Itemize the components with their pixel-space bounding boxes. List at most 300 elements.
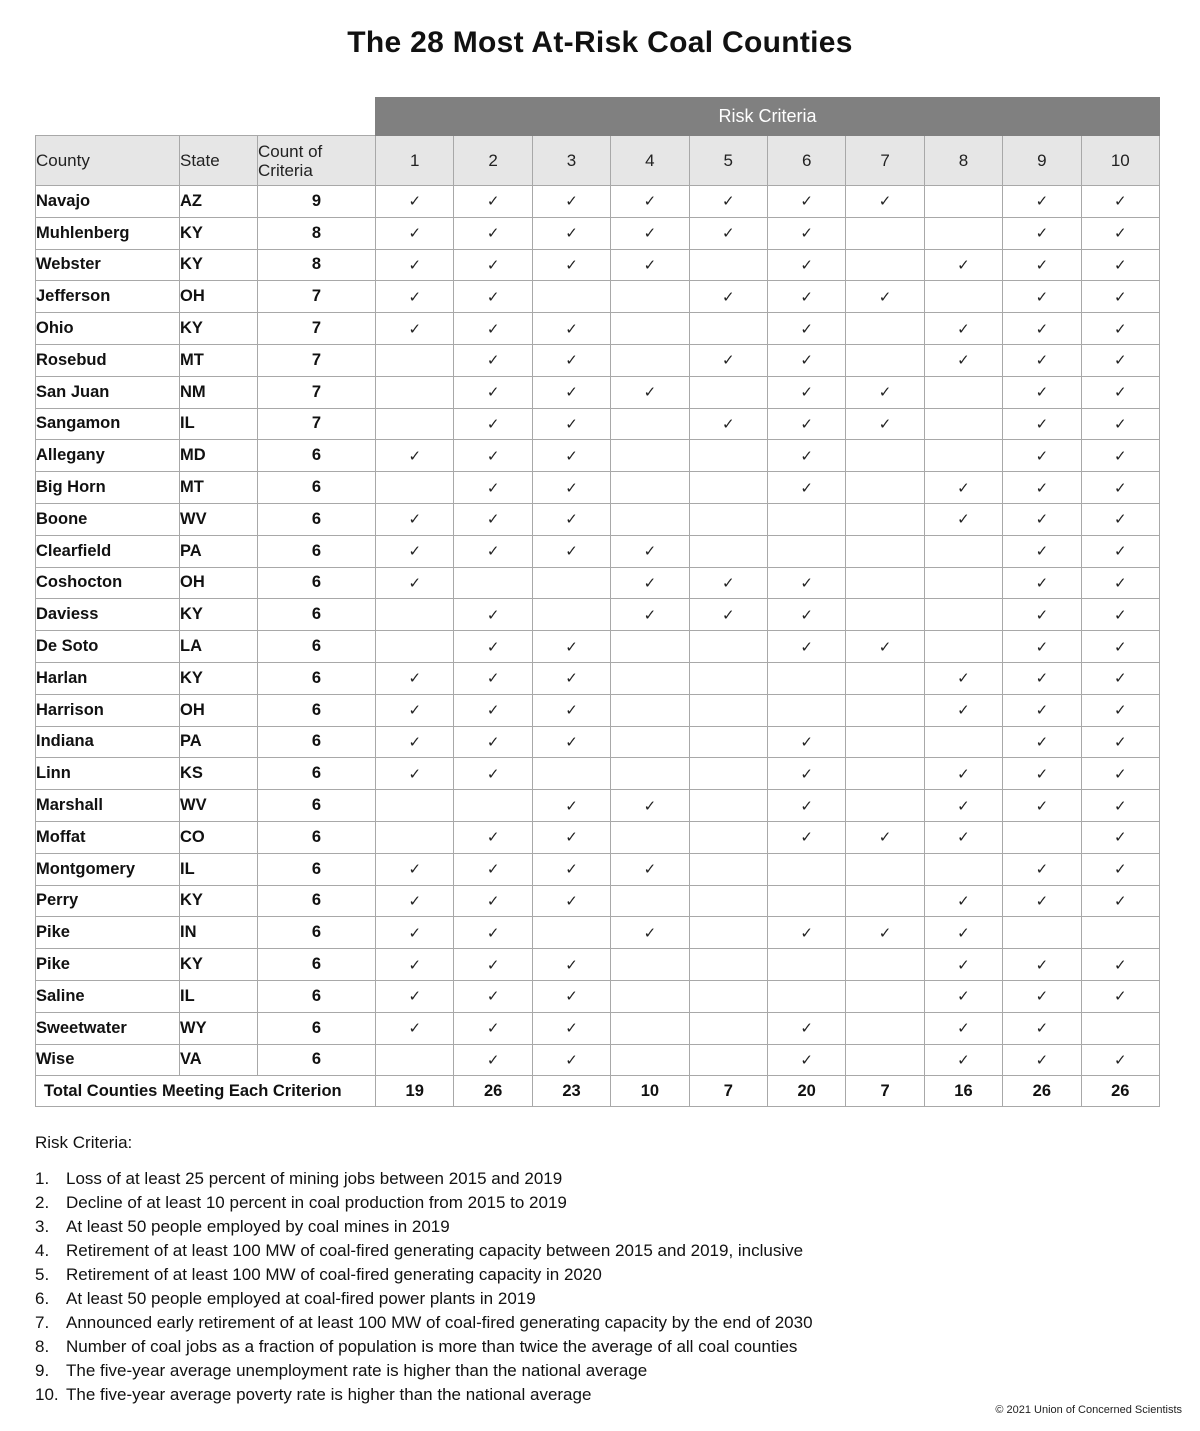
count-cell: 6 bbox=[258, 472, 376, 504]
check-mark-cell: ✓ bbox=[1003, 599, 1081, 631]
table-row bbox=[36, 949, 1160, 981]
empty-criterion-cell bbox=[924, 281, 1002, 313]
check-mark-cell: ✓ bbox=[376, 662, 454, 694]
check-mark-cell: ✓ bbox=[924, 949, 1002, 981]
table-row bbox=[36, 249, 1160, 281]
check-mark-cell: ✓ bbox=[532, 1044, 610, 1076]
check-mark-cell: ✓ bbox=[767, 344, 845, 376]
empty-criterion-cell bbox=[376, 790, 454, 822]
empty-criterion-cell bbox=[767, 885, 845, 917]
criterion-text: Retirement of at least 100 MW of coal-fired generating capacity between 2015 and 2019, inclusive bbox=[66, 1241, 804, 1260]
check-mark-cell: ✓ bbox=[376, 853, 454, 885]
check-mark-cell: ✓ bbox=[1003, 440, 1081, 472]
check-mark-cell: ✓ bbox=[1003, 186, 1081, 218]
empty-criterion-cell bbox=[689, 631, 767, 663]
state-cell: PA bbox=[180, 535, 258, 567]
count-cell: 6 bbox=[258, 758, 376, 790]
check-mark-cell: ✓ bbox=[1081, 949, 1160, 981]
check-mark-cell: ✓ bbox=[454, 186, 532, 218]
check-mark-cell: ✓ bbox=[376, 535, 454, 567]
empty-criterion-cell bbox=[924, 376, 1002, 408]
criterion-text: At least 50 people employed at coal-fired power plants in 2019 bbox=[66, 1289, 536, 1308]
empty-criterion-cell bbox=[454, 790, 532, 822]
state-cell: PA bbox=[180, 726, 258, 758]
empty-criterion-cell bbox=[846, 472, 924, 504]
empty-criterion-cell bbox=[689, 790, 767, 822]
check-mark-cell: ✓ bbox=[1081, 821, 1160, 853]
criterion-header-7: 7 bbox=[846, 136, 924, 186]
check-mark-cell: ✓ bbox=[611, 249, 689, 281]
check-mark-cell: ✓ bbox=[532, 949, 610, 981]
empty-criterion-cell bbox=[611, 726, 689, 758]
check-mark-cell: ✓ bbox=[532, 472, 610, 504]
check-mark-cell: ✓ bbox=[532, 726, 610, 758]
check-mark-cell: ✓ bbox=[846, 631, 924, 663]
check-mark-cell: ✓ bbox=[846, 281, 924, 313]
check-mark-cell: ✓ bbox=[532, 249, 610, 281]
table-row bbox=[36, 313, 1160, 345]
check-mark-cell: ✓ bbox=[376, 1012, 454, 1044]
check-mark-cell: ✓ bbox=[611, 535, 689, 567]
empty-criterion-cell bbox=[924, 217, 1002, 249]
state-column-header: State bbox=[180, 136, 258, 186]
county-column-header: County bbox=[36, 136, 180, 186]
count-cell: 7 bbox=[258, 344, 376, 376]
check-mark-cell: ✓ bbox=[611, 217, 689, 249]
table-row bbox=[36, 917, 1160, 949]
county-cell: Sweetwater bbox=[36, 1012, 180, 1044]
count-cell: 6 bbox=[258, 503, 376, 535]
check-mark-cell: ✓ bbox=[454, 631, 532, 663]
criterion-number: 3. bbox=[35, 1217, 50, 1236]
empty-criterion-cell bbox=[924, 599, 1002, 631]
table-row bbox=[36, 503, 1160, 535]
criterion-total-10: 26 bbox=[1081, 1076, 1160, 1107]
empty-criterion-cell bbox=[846, 567, 924, 599]
count-cell: 6 bbox=[258, 535, 376, 567]
check-mark-cell: ✓ bbox=[1081, 1044, 1160, 1076]
empty-criterion-cell bbox=[846, 1012, 924, 1044]
empty-criterion-cell bbox=[532, 567, 610, 599]
empty-criterion-cell bbox=[846, 599, 924, 631]
county-cell: Wise bbox=[36, 1044, 180, 1076]
county-cell: Sangamon bbox=[36, 408, 180, 440]
check-mark-cell: ✓ bbox=[454, 249, 532, 281]
check-mark-cell: ✓ bbox=[1081, 217, 1160, 249]
criterion-definition bbox=[35, 1359, 1165, 1383]
check-mark-cell: ✓ bbox=[376, 726, 454, 758]
empty-criterion-cell bbox=[611, 344, 689, 376]
criterion-header-2: 2 bbox=[454, 136, 532, 186]
table-row bbox=[36, 662, 1160, 694]
criterion-total-1: 19 bbox=[376, 1076, 454, 1107]
empty-criterion-cell bbox=[611, 980, 689, 1012]
check-mark-cell: ✓ bbox=[532, 631, 610, 663]
empty-criterion-cell bbox=[376, 821, 454, 853]
county-cell: San Juan bbox=[36, 376, 180, 408]
count-cell: 6 bbox=[258, 949, 376, 981]
county-cell: Daviess bbox=[36, 599, 180, 631]
empty-criterion-cell bbox=[689, 503, 767, 535]
criterion-number: 8. bbox=[35, 1337, 50, 1356]
check-mark-cell: ✓ bbox=[454, 821, 532, 853]
check-mark-cell: ✓ bbox=[611, 790, 689, 822]
check-mark-cell: ✓ bbox=[611, 376, 689, 408]
criterion-header-1: 1 bbox=[376, 136, 454, 186]
state-cell: OH bbox=[180, 567, 258, 599]
table-row bbox=[36, 821, 1160, 853]
check-mark-cell: ✓ bbox=[1003, 726, 1081, 758]
empty-criterion-cell bbox=[689, 853, 767, 885]
check-mark-cell: ✓ bbox=[1003, 694, 1081, 726]
state-cell: KY bbox=[180, 313, 258, 345]
criterion-number: 2. bbox=[35, 1193, 50, 1212]
count-cell: 6 bbox=[258, 821, 376, 853]
empty-criterion-cell bbox=[532, 599, 610, 631]
criterion-header-3: 3 bbox=[532, 136, 610, 186]
check-mark-cell: ✓ bbox=[846, 917, 924, 949]
empty-criterion-cell bbox=[924, 853, 1002, 885]
check-mark-cell: ✓ bbox=[376, 694, 454, 726]
empty-criterion-cell bbox=[846, 344, 924, 376]
risk-criteria-band-row bbox=[36, 98, 1160, 136]
count-cell: 7 bbox=[258, 408, 376, 440]
check-mark-cell: ✓ bbox=[1003, 1012, 1081, 1044]
check-mark-cell: ✓ bbox=[532, 376, 610, 408]
empty-criterion-cell bbox=[767, 980, 845, 1012]
check-mark-cell: ✓ bbox=[454, 599, 532, 631]
count-header-line1: Count of bbox=[258, 141, 323, 161]
check-mark-cell: ✓ bbox=[689, 408, 767, 440]
check-mark-cell: ✓ bbox=[454, 1044, 532, 1076]
check-mark-cell: ✓ bbox=[767, 821, 845, 853]
check-mark-cell: ✓ bbox=[376, 949, 454, 981]
state-cell: OH bbox=[180, 281, 258, 313]
state-cell: KY bbox=[180, 249, 258, 281]
check-mark-cell: ✓ bbox=[767, 472, 845, 504]
table-row bbox=[36, 217, 1160, 249]
empty-criterion-cell bbox=[689, 726, 767, 758]
table-row bbox=[36, 758, 1160, 790]
criterion-number: 4. bbox=[35, 1241, 50, 1260]
empty-criterion-cell bbox=[846, 853, 924, 885]
check-mark-cell: ✓ bbox=[454, 694, 532, 726]
criterion-number: 9. bbox=[35, 1361, 50, 1380]
empty-criterion-cell bbox=[846, 694, 924, 726]
state-cell: KY bbox=[180, 949, 258, 981]
check-mark-cell: ✓ bbox=[1081, 249, 1160, 281]
check-mark-cell: ✓ bbox=[376, 249, 454, 281]
empty-criterion-cell bbox=[924, 567, 1002, 599]
table-row bbox=[36, 1012, 1160, 1044]
criterion-definition bbox=[35, 1311, 1165, 1335]
empty-criterion-cell bbox=[689, 758, 767, 790]
check-mark-cell: ✓ bbox=[611, 599, 689, 631]
empty-criterion-cell bbox=[689, 821, 767, 853]
county-cell: Marshall bbox=[36, 790, 180, 822]
empty-criterion-cell bbox=[924, 631, 1002, 663]
check-mark-cell: ✓ bbox=[1003, 790, 1081, 822]
column-header-row bbox=[36, 136, 1160, 186]
check-mark-cell: ✓ bbox=[767, 249, 845, 281]
empty-criterion-cell bbox=[532, 281, 610, 313]
check-mark-cell: ✓ bbox=[454, 440, 532, 472]
table-row bbox=[36, 186, 1160, 218]
table-row bbox=[36, 567, 1160, 599]
check-mark-cell: ✓ bbox=[454, 281, 532, 313]
count-column-header bbox=[258, 136, 376, 186]
criterion-definition bbox=[35, 1215, 1165, 1239]
check-mark-cell: ✓ bbox=[767, 217, 845, 249]
check-mark-cell: ✓ bbox=[1081, 281, 1160, 313]
empty-criterion-cell bbox=[924, 535, 1002, 567]
check-mark-cell: ✓ bbox=[1081, 313, 1160, 345]
state-cell: IL bbox=[180, 980, 258, 1012]
check-mark-cell: ✓ bbox=[767, 758, 845, 790]
state-cell: IN bbox=[180, 917, 258, 949]
check-mark-cell: ✓ bbox=[1081, 853, 1160, 885]
check-mark-cell: ✓ bbox=[376, 758, 454, 790]
check-mark-cell: ✓ bbox=[454, 344, 532, 376]
state-cell: OH bbox=[180, 694, 258, 726]
empty-criterion-cell bbox=[846, 949, 924, 981]
table-row bbox=[36, 344, 1160, 376]
empty-criterion-cell bbox=[532, 758, 610, 790]
check-mark-cell: ✓ bbox=[532, 535, 610, 567]
criterion-number: 1. bbox=[35, 1169, 50, 1188]
count-cell: 9 bbox=[258, 186, 376, 218]
table-row bbox=[36, 790, 1160, 822]
empty-criterion-cell bbox=[846, 503, 924, 535]
criteria-legend bbox=[35, 1133, 1165, 1407]
check-mark-cell: ✓ bbox=[846, 408, 924, 440]
criterion-header-5: 5 bbox=[689, 136, 767, 186]
check-mark-cell: ✓ bbox=[376, 567, 454, 599]
check-mark-cell: ✓ bbox=[1003, 662, 1081, 694]
check-mark-cell: ✓ bbox=[924, 472, 1002, 504]
count-cell: 7 bbox=[258, 313, 376, 345]
count-cell: 6 bbox=[258, 599, 376, 631]
check-mark-cell: ✓ bbox=[1003, 853, 1081, 885]
empty-criterion-cell bbox=[846, 313, 924, 345]
check-mark-cell: ✓ bbox=[611, 567, 689, 599]
count-cell: 6 bbox=[258, 885, 376, 917]
check-mark-cell: ✓ bbox=[1081, 631, 1160, 663]
county-cell: Linn bbox=[36, 758, 180, 790]
empty-criterion-cell bbox=[454, 567, 532, 599]
check-mark-cell: ✓ bbox=[1003, 217, 1081, 249]
state-cell: IL bbox=[180, 408, 258, 440]
criterion-header-6: 6 bbox=[767, 136, 845, 186]
criterion-total-5: 7 bbox=[689, 1076, 767, 1107]
check-mark-cell: ✓ bbox=[1003, 472, 1081, 504]
check-mark-cell: ✓ bbox=[611, 917, 689, 949]
count-cell: 8 bbox=[258, 217, 376, 249]
risk-table-container bbox=[35, 97, 1159, 1107]
table-row bbox=[36, 376, 1160, 408]
check-mark-cell: ✓ bbox=[689, 599, 767, 631]
state-cell: VA bbox=[180, 1044, 258, 1076]
county-cell: Moffat bbox=[36, 821, 180, 853]
criterion-definition bbox=[35, 1239, 1165, 1263]
count-cell: 6 bbox=[258, 567, 376, 599]
check-mark-cell: ✓ bbox=[532, 313, 610, 345]
check-mark-cell: ✓ bbox=[454, 662, 532, 694]
empty-criterion-cell bbox=[846, 662, 924, 694]
check-mark-cell: ✓ bbox=[924, 917, 1002, 949]
check-mark-cell: ✓ bbox=[454, 726, 532, 758]
check-mark-cell: ✓ bbox=[1003, 535, 1081, 567]
count-cell: 6 bbox=[258, 694, 376, 726]
table-row bbox=[36, 853, 1160, 885]
criterion-definition bbox=[35, 1263, 1165, 1287]
check-mark-cell: ✓ bbox=[767, 631, 845, 663]
table-row bbox=[36, 885, 1160, 917]
check-mark-cell: ✓ bbox=[1081, 408, 1160, 440]
check-mark-cell: ✓ bbox=[767, 567, 845, 599]
criterion-text: Number of coal jobs as a fraction of population is more than twice the average of all coal counties bbox=[66, 1337, 798, 1356]
empty-criterion-cell bbox=[1081, 1012, 1160, 1044]
empty-criterion-cell bbox=[611, 503, 689, 535]
table-row bbox=[36, 472, 1160, 504]
empty-criterion-cell bbox=[767, 662, 845, 694]
check-mark-cell: ✓ bbox=[1081, 885, 1160, 917]
empty-criterion-cell bbox=[611, 631, 689, 663]
criterion-text: Loss of at least 25 percent of mining jobs between 2015 and 2019 bbox=[66, 1169, 563, 1188]
county-cell: Navajo bbox=[36, 186, 180, 218]
check-mark-cell: ✓ bbox=[924, 503, 1002, 535]
check-mark-cell: ✓ bbox=[767, 917, 845, 949]
county-cell: Indiana bbox=[36, 726, 180, 758]
county-cell: Pike bbox=[36, 917, 180, 949]
county-cell: Montgomery bbox=[36, 853, 180, 885]
county-cell: Harlan bbox=[36, 662, 180, 694]
criterion-definition bbox=[35, 1335, 1165, 1359]
empty-criterion-cell bbox=[689, 949, 767, 981]
count-cell: 6 bbox=[258, 440, 376, 472]
criterion-total-7: 7 bbox=[846, 1076, 924, 1107]
empty-criterion-cell bbox=[767, 949, 845, 981]
count-cell: 6 bbox=[258, 790, 376, 822]
county-cell: Big Horn bbox=[36, 472, 180, 504]
empty-criterion-cell bbox=[1003, 821, 1081, 853]
state-cell: AZ bbox=[180, 186, 258, 218]
count-cell: 7 bbox=[258, 281, 376, 313]
empty-criterion-cell bbox=[611, 662, 689, 694]
empty-criterion-cell bbox=[611, 821, 689, 853]
table-row bbox=[36, 599, 1160, 631]
empty-criterion-cell bbox=[689, 662, 767, 694]
empty-criterion-cell bbox=[532, 917, 610, 949]
state-cell: WY bbox=[180, 1012, 258, 1044]
check-mark-cell: ✓ bbox=[767, 440, 845, 472]
county-cell: Allegany bbox=[36, 440, 180, 472]
county-cell: Harrison bbox=[36, 694, 180, 726]
state-cell: MT bbox=[180, 472, 258, 504]
check-mark-cell: ✓ bbox=[1003, 758, 1081, 790]
check-mark-cell: ✓ bbox=[924, 885, 1002, 917]
state-cell: MT bbox=[180, 344, 258, 376]
check-mark-cell: ✓ bbox=[1003, 885, 1081, 917]
check-mark-cell: ✓ bbox=[532, 980, 610, 1012]
check-mark-cell: ✓ bbox=[1081, 758, 1160, 790]
check-mark-cell: ✓ bbox=[924, 758, 1002, 790]
criterion-text: Announced early retirement of at least 100 MW of coal-fired generating capacity by the end of 2030 bbox=[66, 1313, 813, 1332]
count-cell: 6 bbox=[258, 1044, 376, 1076]
check-mark-cell: ✓ bbox=[689, 281, 767, 313]
check-mark-cell: ✓ bbox=[376, 217, 454, 249]
county-cell: Clearfield bbox=[36, 535, 180, 567]
table-row bbox=[36, 535, 1160, 567]
check-mark-cell: ✓ bbox=[1003, 344, 1081, 376]
check-mark-cell: ✓ bbox=[689, 567, 767, 599]
empty-criterion-cell bbox=[689, 440, 767, 472]
empty-criterion-cell bbox=[846, 885, 924, 917]
empty-criterion-cell bbox=[611, 408, 689, 440]
county-cell: Perry bbox=[36, 885, 180, 917]
empty-criterion-cell bbox=[846, 440, 924, 472]
state-cell: KY bbox=[180, 885, 258, 917]
check-mark-cell: ✓ bbox=[1003, 249, 1081, 281]
check-mark-cell: ✓ bbox=[454, 472, 532, 504]
empty-criterion-cell bbox=[611, 885, 689, 917]
check-mark-cell: ✓ bbox=[1081, 790, 1160, 822]
county-cell: Ohio bbox=[36, 313, 180, 345]
check-mark-cell: ✓ bbox=[1081, 694, 1160, 726]
check-mark-cell: ✓ bbox=[376, 313, 454, 345]
empty-criterion-cell bbox=[611, 440, 689, 472]
criterion-header-10: 10 bbox=[1081, 136, 1160, 186]
check-mark-cell: ✓ bbox=[532, 853, 610, 885]
totals-row bbox=[36, 1076, 1160, 1107]
empty-criterion-cell bbox=[767, 503, 845, 535]
empty-criterion-cell bbox=[689, 980, 767, 1012]
count-cell: 6 bbox=[258, 853, 376, 885]
empty-criterion-cell bbox=[689, 1012, 767, 1044]
totals-label: Total Counties Meeting Each Criterion bbox=[36, 1076, 376, 1107]
count-cell: 6 bbox=[258, 726, 376, 758]
empty-criterion-cell bbox=[689, 249, 767, 281]
check-mark-cell: ✓ bbox=[1003, 503, 1081, 535]
empty-criterion-cell bbox=[376, 1044, 454, 1076]
county-cell: Pike bbox=[36, 949, 180, 981]
check-mark-cell: ✓ bbox=[532, 1012, 610, 1044]
state-cell: KS bbox=[180, 758, 258, 790]
empty-criterion-cell bbox=[846, 726, 924, 758]
check-mark-cell: ✓ bbox=[454, 408, 532, 440]
check-mark-cell: ✓ bbox=[376, 980, 454, 1012]
check-mark-cell: ✓ bbox=[532, 662, 610, 694]
check-mark-cell: ✓ bbox=[924, 1044, 1002, 1076]
empty-criterion-cell bbox=[611, 1044, 689, 1076]
count-cell: 6 bbox=[258, 1012, 376, 1044]
legend-heading: Risk Criteria: bbox=[35, 1133, 133, 1152]
check-mark-cell: ✓ bbox=[1081, 726, 1160, 758]
criteria-list bbox=[35, 1167, 1165, 1407]
page-title: The 28 Most At-Risk Coal Counties bbox=[347, 26, 853, 59]
empty-criterion-cell bbox=[611, 1012, 689, 1044]
county-cell: Boone bbox=[36, 503, 180, 535]
check-mark-cell: ✓ bbox=[1003, 980, 1081, 1012]
check-mark-cell: ✓ bbox=[454, 1012, 532, 1044]
check-mark-cell: ✓ bbox=[454, 313, 532, 345]
empty-criterion-cell bbox=[689, 313, 767, 345]
empty-criterion-cell bbox=[846, 1044, 924, 1076]
state-cell: KY bbox=[180, 662, 258, 694]
empty-criterion-cell bbox=[846, 249, 924, 281]
empty-criterion-cell bbox=[611, 472, 689, 504]
check-mark-cell: ✓ bbox=[924, 1012, 1002, 1044]
